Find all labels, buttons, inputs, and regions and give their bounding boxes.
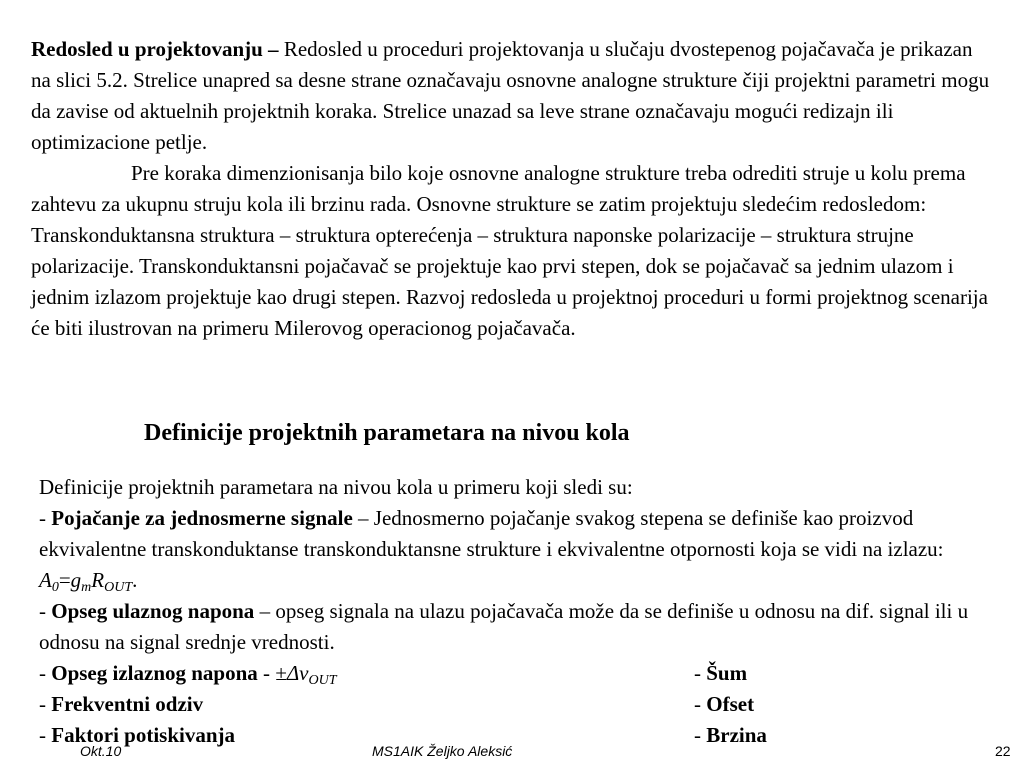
footer-date: Okt.10	[80, 743, 122, 759]
dash: -	[39, 599, 52, 623]
term-speed-wrap	[694, 720, 767, 751]
definitions-intro: Definicije projektnih parametara na nivou kola u primeru koji sledi su:	[39, 475, 633, 499]
dash: -	[694, 723, 707, 747]
paragraph-dimensioning	[31, 158, 993, 344]
dash: -	[694, 692, 707, 716]
paragraph-text: Pre koraka dimenzionisanja bilo koje osnovne analogne strukture treba odrediti struje u kolu prema zahtevu za ukupnu struju kola ili brzinu rada. Osnovne strukture se zatim projektuju sledećim redosledom: Transkonduktansna struktura – struktura opterećenja – struktura naponske polarizacije – struktura strujne polarizacije. Transkonduktansni pojačavač se projektuje kao prvi stepen, dok se pojačavač sa jednim ulazom i jednim izlazom projektuje kao drugi stepen. Razvoj redosleda u projektnoj proceduri u formi projektnog scenarija će biti ilustrovan na primeru Milerovog operacionog pojačavača.	[31, 161, 988, 340]
term-speed: Brzina	[706, 723, 767, 747]
formula-r: R	[91, 568, 105, 592]
term-gain: Pojačanje za jednosmerne signale	[51, 506, 353, 530]
definition-text: – opseg signala na ulazu pojačavača može da se definiše u odnosu na dif. signal ili u odnosu na signal srednje vrednosti.	[39, 599, 969, 654]
term-noise: Šum	[706, 661, 748, 685]
formula-r-sub: OUT	[104, 580, 133, 595]
term-offset: Ofset	[706, 692, 755, 716]
term-offset-wrap	[694, 689, 754, 720]
term-noise-wrap	[694, 658, 747, 689]
dash: -	[39, 692, 52, 716]
formula-a-sub: 0	[51, 580, 59, 595]
term-frequency: Frekventni odziv	[51, 692, 204, 716]
definition-text: – Jednosmerno pojačanje svakog stepena se definiše kao proizvod ekvivalentne transkonduktanse transkonduktansne strukture i ekvivalentne otpornosti koja se vidi na izlazu:	[39, 506, 944, 561]
term-output-range: Opseg izlaznog napona	[51, 661, 258, 685]
dash: -	[694, 661, 707, 685]
definitions-section	[39, 472, 999, 751]
formula-eq: =	[58, 568, 71, 592]
definition-input-range	[39, 596, 999, 658]
definition-row-rejection	[39, 720, 999, 751]
paragraph-design-order	[31, 34, 993, 158]
formula-a: A	[39, 568, 52, 592]
formula-g-sub: m	[81, 580, 92, 595]
section-heading: Definicije projektnih parametara na nivou kola	[144, 420, 630, 446]
term-rejection: Faktori potiskivanja	[51, 723, 236, 747]
footer-course-author: MS1AIK Željko Aleksić	[372, 743, 513, 759]
term-input-range: Opseg ulaznog napona	[51, 599, 255, 623]
formula-output: ±Δv	[275, 661, 309, 685]
paragraph-lead: Redosled u projektovanju –	[31, 37, 279, 61]
dash: -	[39, 723, 52, 747]
formula-end: .	[132, 568, 138, 592]
footer-page-number: 22	[995, 743, 1011, 759]
dash: -	[39, 506, 52, 530]
definition-row-output	[39, 658, 999, 689]
formula-g: g	[70, 568, 82, 592]
definition-row-frequency	[39, 689, 999, 720]
definition-gain	[39, 503, 999, 596]
formula-output-sub: OUT	[308, 673, 337, 688]
separator: -	[257, 661, 276, 685]
paragraph-text: Redosled u proceduri projektovanja u slučaju dvostepenog pojačavača je prikazan na slici 5.2. Strelice unapred sa desne strane označavaju osnovne analogne strukture čiji projektni parametri mogu da zavise od aktuelnih projektnih koraka. Strelice unazad sa leve strane označavaju mogući redizajn ili optimizacione petlje.	[31, 37, 990, 154]
dash: -	[39, 661, 52, 685]
